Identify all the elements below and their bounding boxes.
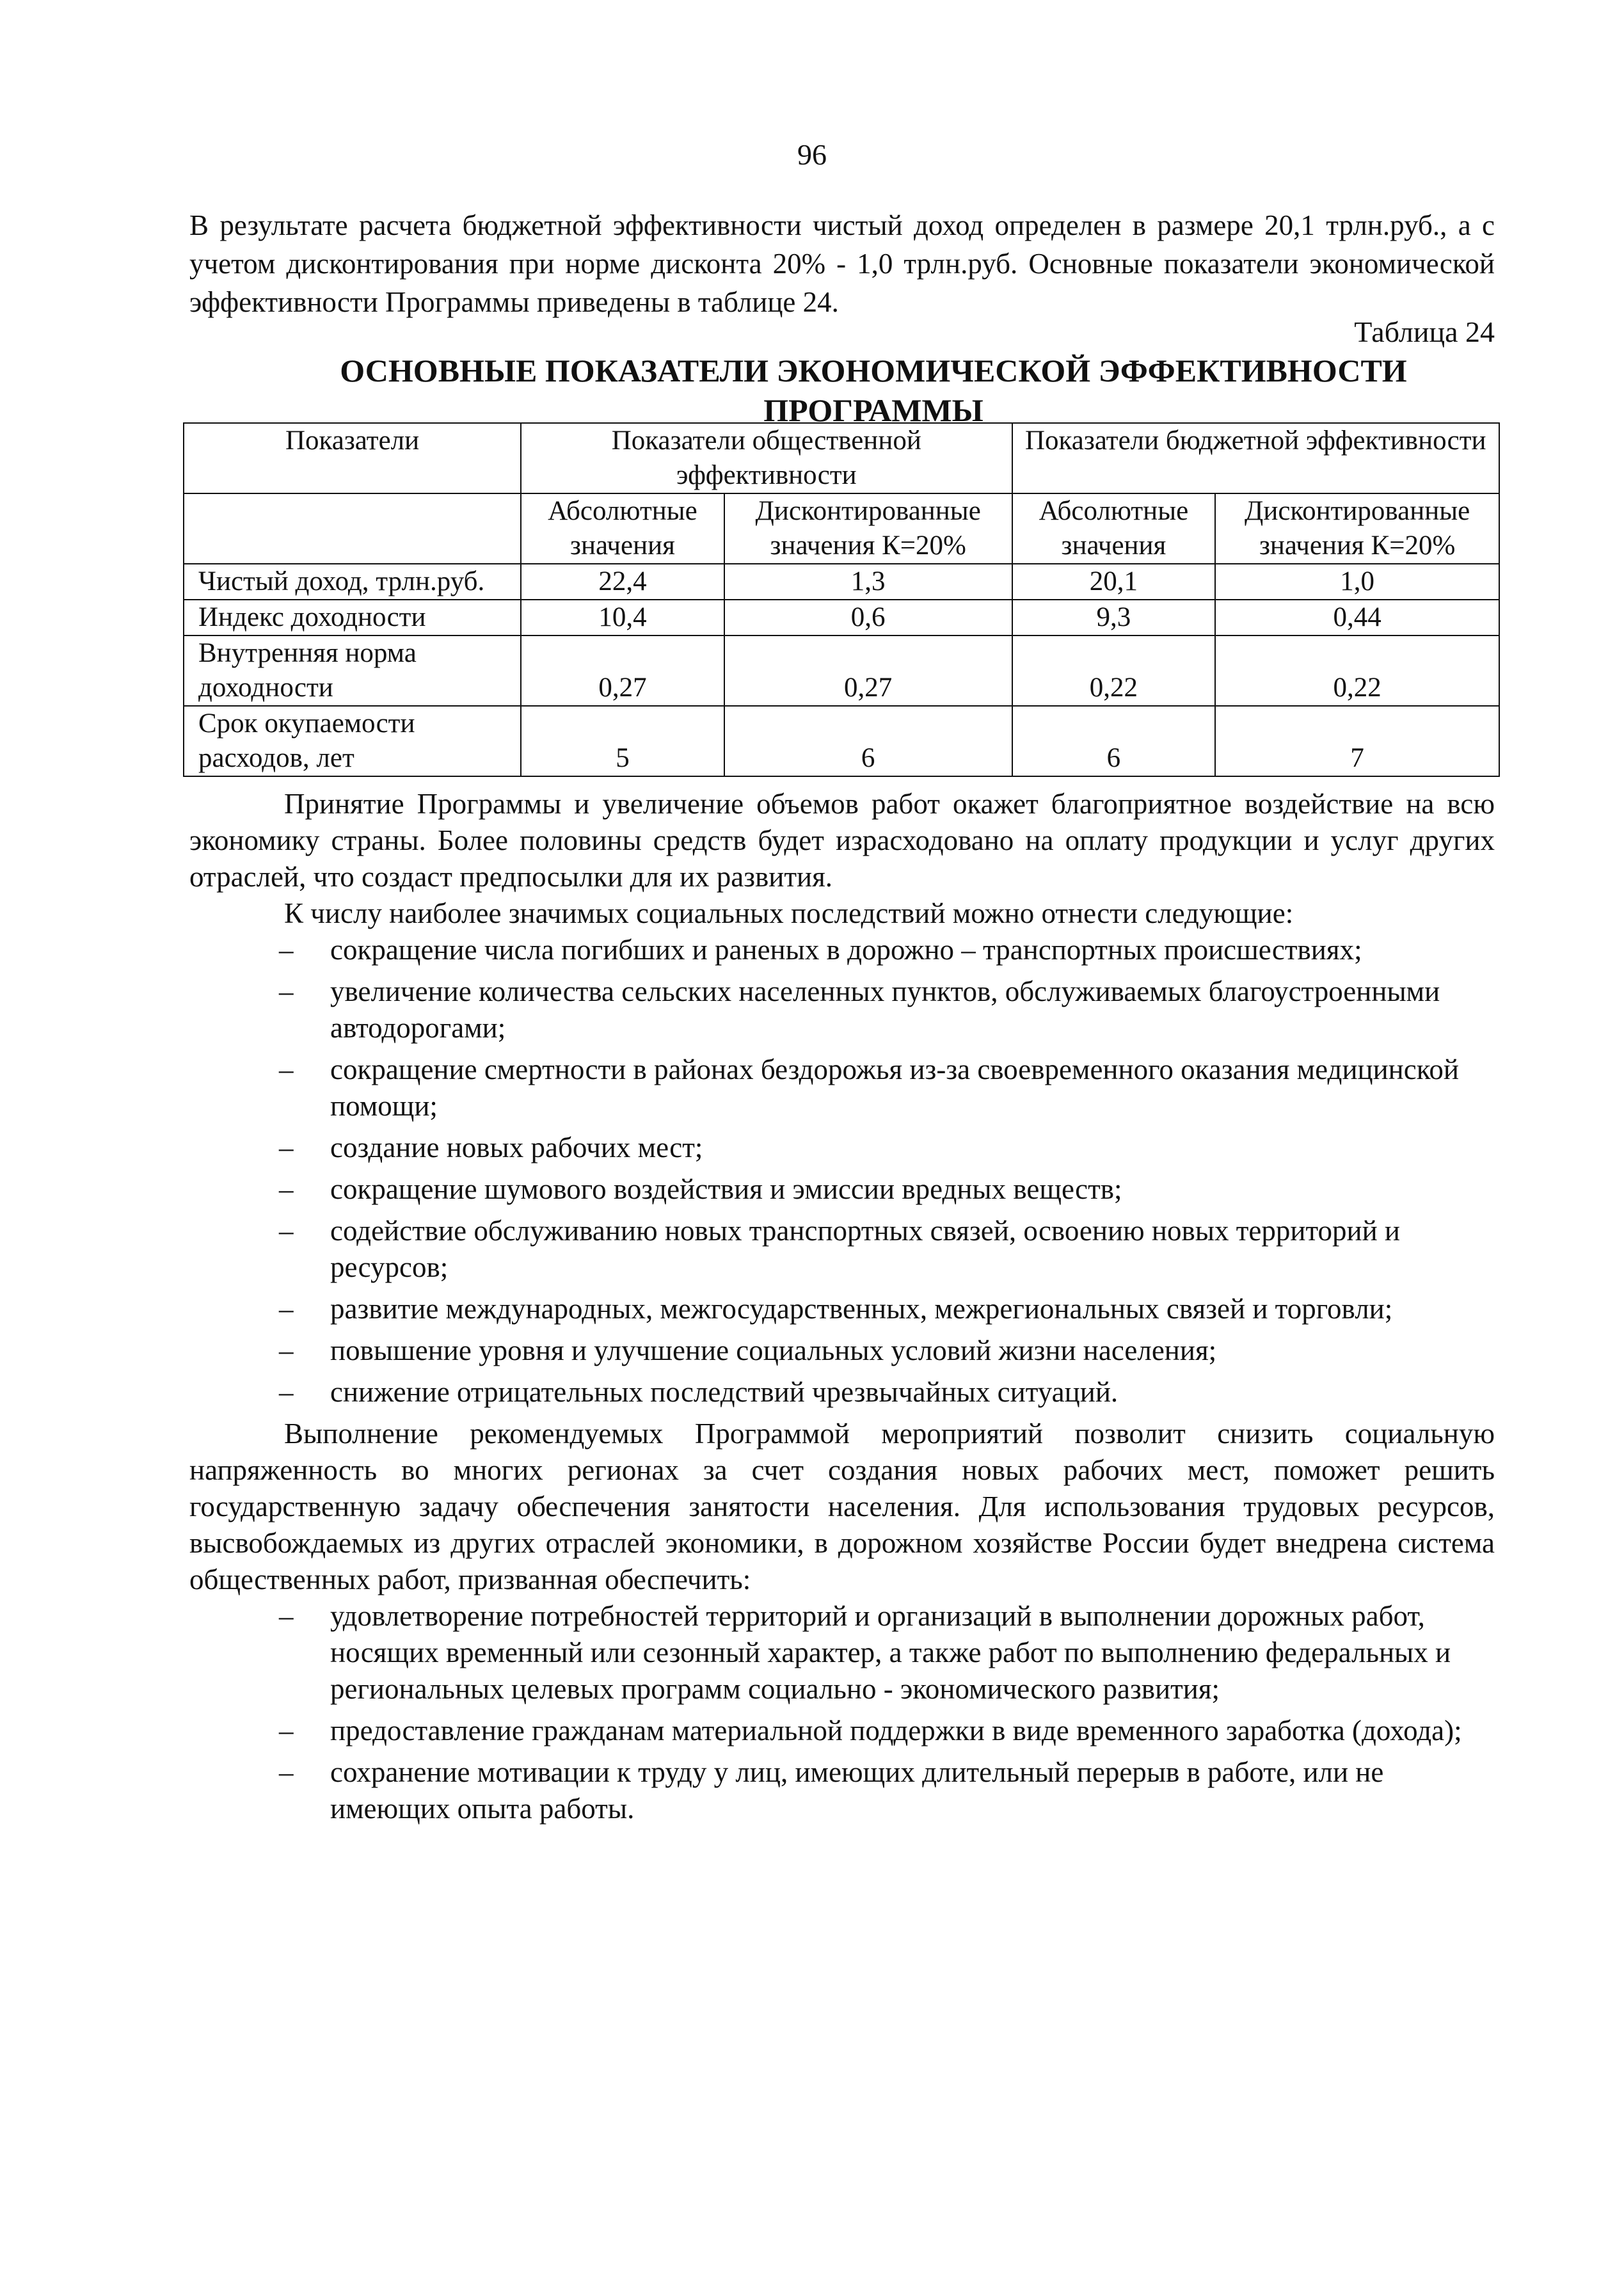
row-value: 22,4 — [521, 564, 724, 600]
page-number: 96 — [797, 138, 827, 171]
paragraph-employment: Выполнение рекомендуемых Программой мероприятий позволит снизить социальную напряженность во многих регионах за счет создания новых рабочих мест, поможет решить государственную задачу обеспечения занятости населения. Для использования трудовых ресурсов, высвобождаемых из других отраслей экономики, в дорожном хозяйстве России будет внедрена система общественных работ, призванная обеспечить: — [189, 1418, 1495, 1595]
table-header-row — [184, 423, 1499, 493]
list-item — [189, 1171, 1495, 1208]
list-item-text: развитие международных, межгосударственных, межрегиональных связей и торговли; — [330, 1293, 1393, 1325]
list-item-text: содействие обслуживанию новых транспортных связей, освоению новых территорий и ресурсов; — [330, 1215, 1401, 1283]
table-row — [184, 564, 1499, 600]
row-value: 10,4 — [521, 600, 724, 635]
social-effects-list — [189, 932, 1495, 1411]
subheader-budget-discounted: Дисконтированные значения К=20% — [1215, 493, 1499, 564]
dash-bullet: – — [279, 934, 294, 966]
row-value: 0,22 — [1012, 635, 1216, 706]
row-value: 5 — [521, 706, 724, 776]
list-item — [189, 1130, 1495, 1166]
table-body — [184, 564, 1499, 776]
header-indicators: Показатели — [184, 423, 521, 493]
list-item — [189, 1374, 1495, 1411]
body-text — [189, 786, 1495, 1832]
row-value: 6 — [1012, 706, 1216, 776]
efficiency-table — [183, 422, 1500, 777]
list-item — [189, 1332, 1495, 1369]
list-item — [189, 1051, 1495, 1124]
list-item-text: создание новых рабочих мест; — [330, 1131, 703, 1163]
row-value: 0,44 — [1215, 600, 1499, 635]
table-row — [184, 635, 1499, 706]
list-item — [189, 1213, 1495, 1286]
row-label: Индекс доходности — [184, 600, 521, 635]
dash-bullet: – — [279, 1756, 294, 1788]
paragraph-social-intro: К числу наиболее значимых социальных последствий можно отнести следующие: — [284, 897, 1294, 929]
paragraph-economy: Принятие Программы и увеличение объемов работ окажет благоприятное воздействие на всю экономику страны. Более половины средств будет израсходовано на оплату продукции и услуг других отраслей, что создаст предпосылки для их развития. — [189, 788, 1495, 893]
list-item-text: сокращение числа погибших и раненых в дорожно – транспортных происшествиях; — [330, 934, 1362, 966]
dash-bullet: – — [279, 1334, 294, 1366]
list-item-text: сокращение шумового воздействия и эмиссии вредных веществ; — [330, 1173, 1122, 1205]
row-value: 0,27 — [724, 635, 1012, 706]
header-public-efficiency: Показатели общественной эффективности — [521, 423, 1012, 493]
table-row — [184, 706, 1499, 776]
dash-bullet: – — [279, 1600, 294, 1632]
subheader-public-discounted: Дисконтированные значения К=20% — [724, 493, 1012, 564]
row-label: Чистый доход, трлн.руб. — [184, 564, 521, 600]
public-works-list — [189, 1598, 1495, 1827]
dash-bullet: – — [279, 1714, 294, 1746]
row-value: 1,0 — [1215, 564, 1499, 600]
row-value: 6 — [724, 706, 1012, 776]
list-item — [189, 973, 1495, 1046]
subheader-empty — [184, 493, 521, 564]
list-item — [189, 1754, 1495, 1827]
row-value: 9,3 — [1012, 600, 1216, 635]
table-subheader-row — [184, 493, 1499, 564]
list-item-text: удовлетворение потребностей территорий и организаций в выполнении дорожных работ, носящих временный или сезонный характер, а также работ по выполнению федеральных и региональных целевых программ социально - экономического развития; — [330, 1600, 1451, 1705]
list-item-text: сокращение смертности в районах бездорожья из-за своевременного оказания медицинской помощи; — [330, 1053, 1459, 1122]
row-value: 20,1 — [1012, 564, 1216, 600]
row-value: 7 — [1215, 706, 1499, 776]
list-item-text: сохранение мотивации к труду у лиц, имеющих длительный перерыв в работе, или не имеющих опыта работы. — [330, 1756, 1384, 1825]
table-title: ОСНОВНЫЕ ПОКАЗАТЕЛИ ЭКОНОМИЧЕСКОЙ ЭФФЕКТИВНОСТИ ПРОГРАММЫ — [340, 353, 1407, 428]
row-label: Срок окупаемости расходов, лет — [184, 706, 521, 776]
row-value: 0,27 — [521, 635, 724, 706]
table-caption: Таблица 24 — [1354, 316, 1495, 348]
row-value: 0,6 — [724, 600, 1012, 635]
list-item — [189, 1291, 1495, 1327]
row-value: 1,3 — [724, 564, 1012, 600]
subheader-budget-absolute: Абсолютные значения — [1012, 493, 1216, 564]
row-value: 0,22 — [1215, 635, 1499, 706]
list-item-text: повышение уровня и улучшение социальных условий жизни населения; — [330, 1334, 1217, 1366]
list-item — [189, 1598, 1495, 1707]
dash-bullet: – — [279, 1215, 294, 1247]
intro-paragraph: В результате расчета бюджетной эффективности чистый доход определен в размере 20,1 трлн.руб., а с учетом дисконтирования при норме дисконта 20% - 1,0 трлн.руб. Основные показатели экономической эффективности Программы приведены в таблице 24. — [189, 209, 1495, 318]
header-budget-efficiency: Показатели бюджетной эффективности — [1012, 423, 1499, 493]
list-item-text: увеличение количества сельских населенных пунктов, обслуживаемых благоустроенными автодорогами; — [330, 975, 1440, 1044]
subheader-public-absolute: Абсолютные значения — [521, 493, 724, 564]
list-item — [189, 1713, 1495, 1749]
list-item-text: предоставление гражданам материальной поддержки в виде временного заработка (дохода); — [330, 1714, 1462, 1746]
table-row — [184, 600, 1499, 635]
dash-bullet: – — [279, 975, 294, 1007]
dash-bullet: – — [279, 1173, 294, 1205]
dash-bullet: – — [279, 1376, 294, 1408]
list-item-text: снижение отрицательных последствий чрезвычайных ситуаций. — [330, 1376, 1118, 1408]
dash-bullet: – — [279, 1053, 294, 1085]
dash-bullet: – — [279, 1131, 294, 1163]
dash-bullet: – — [279, 1293, 294, 1325]
list-item — [189, 932, 1495, 968]
row-label: Внутренняя норма доходности — [184, 635, 521, 706]
